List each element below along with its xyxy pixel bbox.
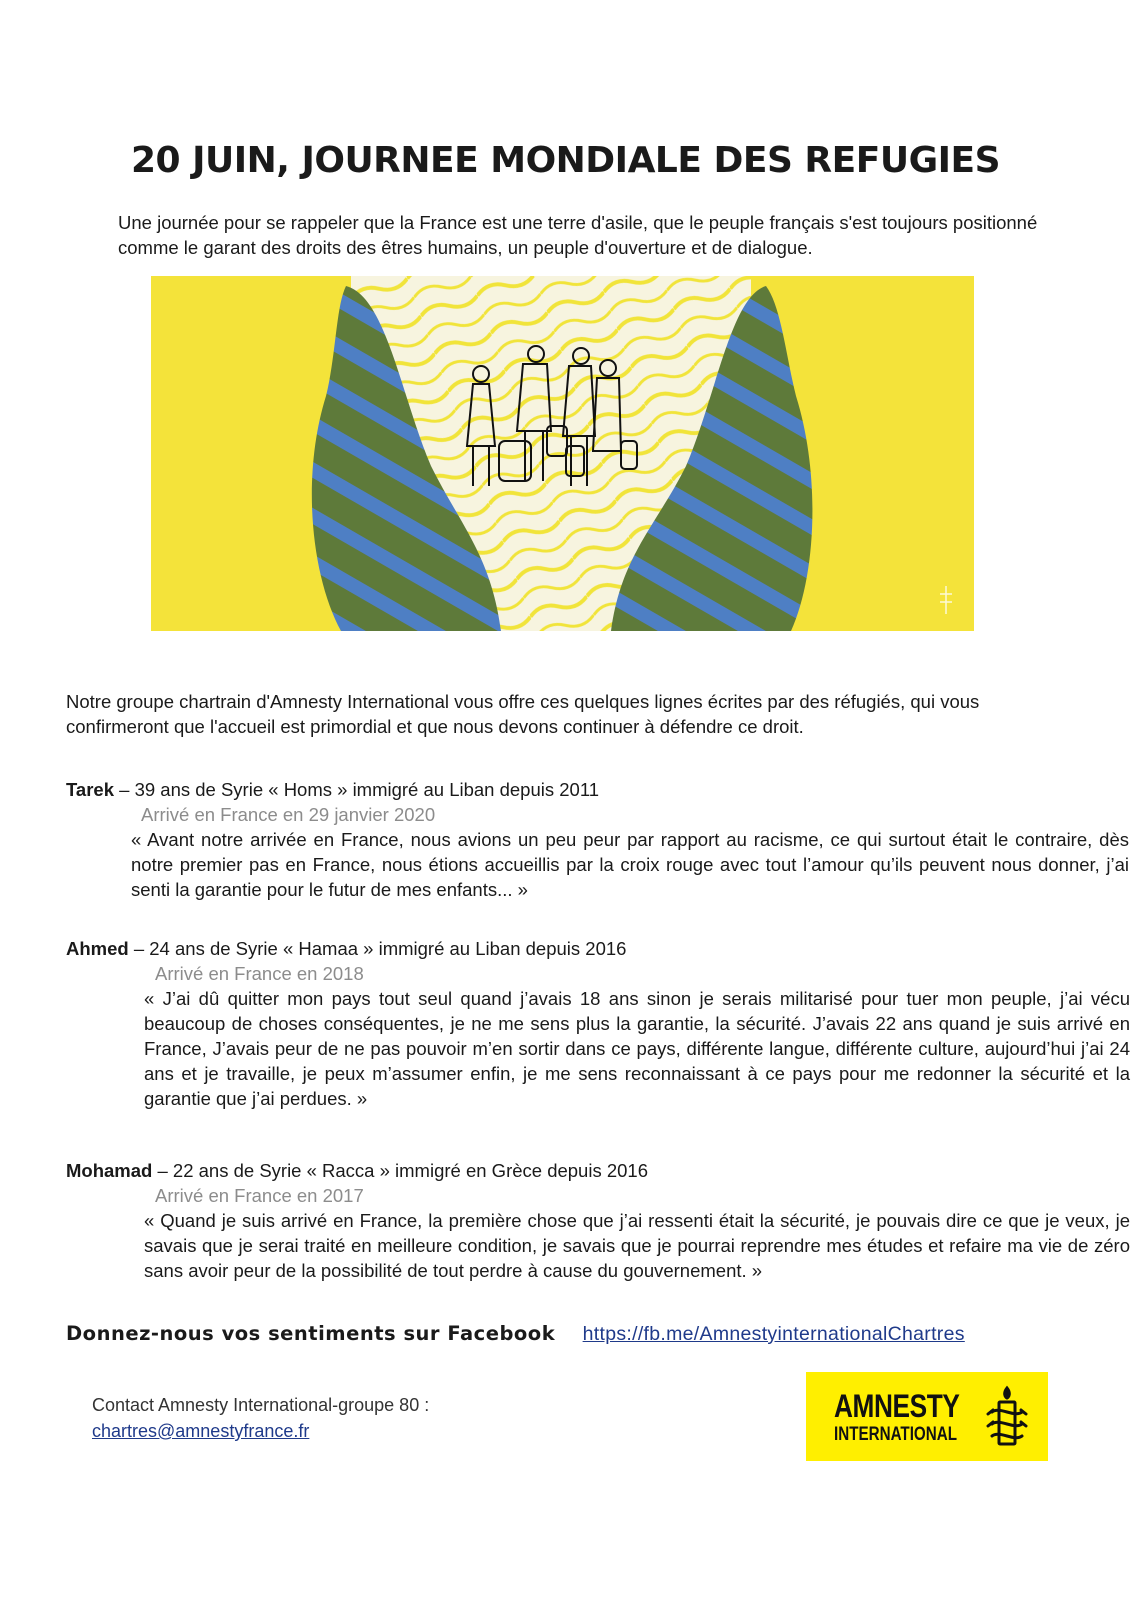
testimonial-details: – 24 ans de Syrie « Hamaa » immigré au Liban depuis 2016 [128,938,627,959]
testimonial-details: – 22 ans de Syrie « Racca » immigré en Grèce depuis 2016 [152,1160,649,1181]
page-title: 20 JUIN, JOURNEE MONDIALE DES REFUGIES [130,140,1001,181]
testimonial-name: Tarek [66,779,114,800]
facebook-label: Donnez-nous vos sentiments sur Facebook [66,1322,556,1345]
facebook-callout [66,1322,1066,1346]
candle-barbed-wire-icon [984,1384,1030,1450]
testimonial-arrival: Arrivé en France en 29 janvier 2020 [141,804,436,825]
testimonial-header [66,936,1066,961]
testimonial-header [66,1158,1066,1183]
testimonial-name: Mohamad [66,1160,153,1181]
amnesty-logo [806,1372,1048,1461]
intro-text: Une journée pour se rappeler que la France est une terre d'asile, que le peuple français s'est toujours positionné comme le garant des droits des êtres humains, un peuple d'ouverture et de dialogue. [118,212,1038,258]
testimonial-quote: « Quand je suis arrivé en France, la première chose que j’ai ressenti était la sécurité, je pouvais dire ce que je veux, je savais que je serai traité en meilleure condition, je savais que je pourrai reprendre mes études et refaire ma vie de zéro sans avoir peur de la possibilité de tout perdre à cause du gouvernement. » [144,1210,1130,1281]
hands-holding-refugees-illustration [151,276,974,631]
testimonial-tarek [66,777,1129,902]
testimonial-ahmed [66,936,1130,1111]
logo-text [834,1390,988,1444]
testimonial-details: – 39 ans de Syrie « Homs » immigré au Liban depuis 2011 [114,779,600,800]
testimonial-quote: « J’ai dû quitter mon pays tout seul quand j’avais 18 ans sinon je serais militarisé pour tuer mon peuple, j’ai vécu beaucoup de choses conséquentes, je ne me sens plus la garantie, la sécurité. J’avais 22 ans quand je suis arrivé en France, J’avais peur de ne pas pouvoir m’en sortir dans ce pays, différente langue, différente culture, aujourd’hui j’ai 24 ans et je travaille, je peux m’assumer enfin, je me sens reconnaissant à ce pays pour me redonner la sécurité et la garantie que j’ai perdues. » [144,988,1130,1109]
hero-illustration [151,276,974,631]
testimonial-header [66,777,1066,802]
intro-paragraph: Notre groupe chartrain d'Amnesty International vous offre ces quelques lignes écrites par des réfugiés, qui vous confirmeront que l'accueil est primordial et que nous devons continuer à défendre ce droit. [66,691,980,737]
facebook-link[interactable]: https://fb.me/AmnestyinternationalChartres [582,1323,965,1345]
testimonial-mohamad [66,1158,1130,1283]
testimonial-arrival: Arrivé en France en 2017 [155,1185,364,1206]
contact-email-link[interactable]: chartres@amnestyfrance.fr [92,1421,310,1441]
contact-label: Contact Amnesty International-groupe 80 : [92,1395,430,1415]
testimonial-quote: « Avant notre arrivée en France, nous avions un peu peur par rapport au racisme, ce qui surtout était le contraire, dès notre premier pas en France, nous étions accueillis par la croix rouge avec tout l’amour qu’ils peuvent nous donner, j’ai senti la garantie pour le futur de mes enfants... » [131,829,1129,900]
logo-line2: INTERNATIONAL [834,1424,957,1445]
testimonial-arrival: Arrivé en France en 2018 [155,963,364,984]
contact-block [92,1392,429,1444]
testimonial-name: Ahmed [66,938,129,959]
logo-line1: AMNESTY [834,1388,960,1424]
